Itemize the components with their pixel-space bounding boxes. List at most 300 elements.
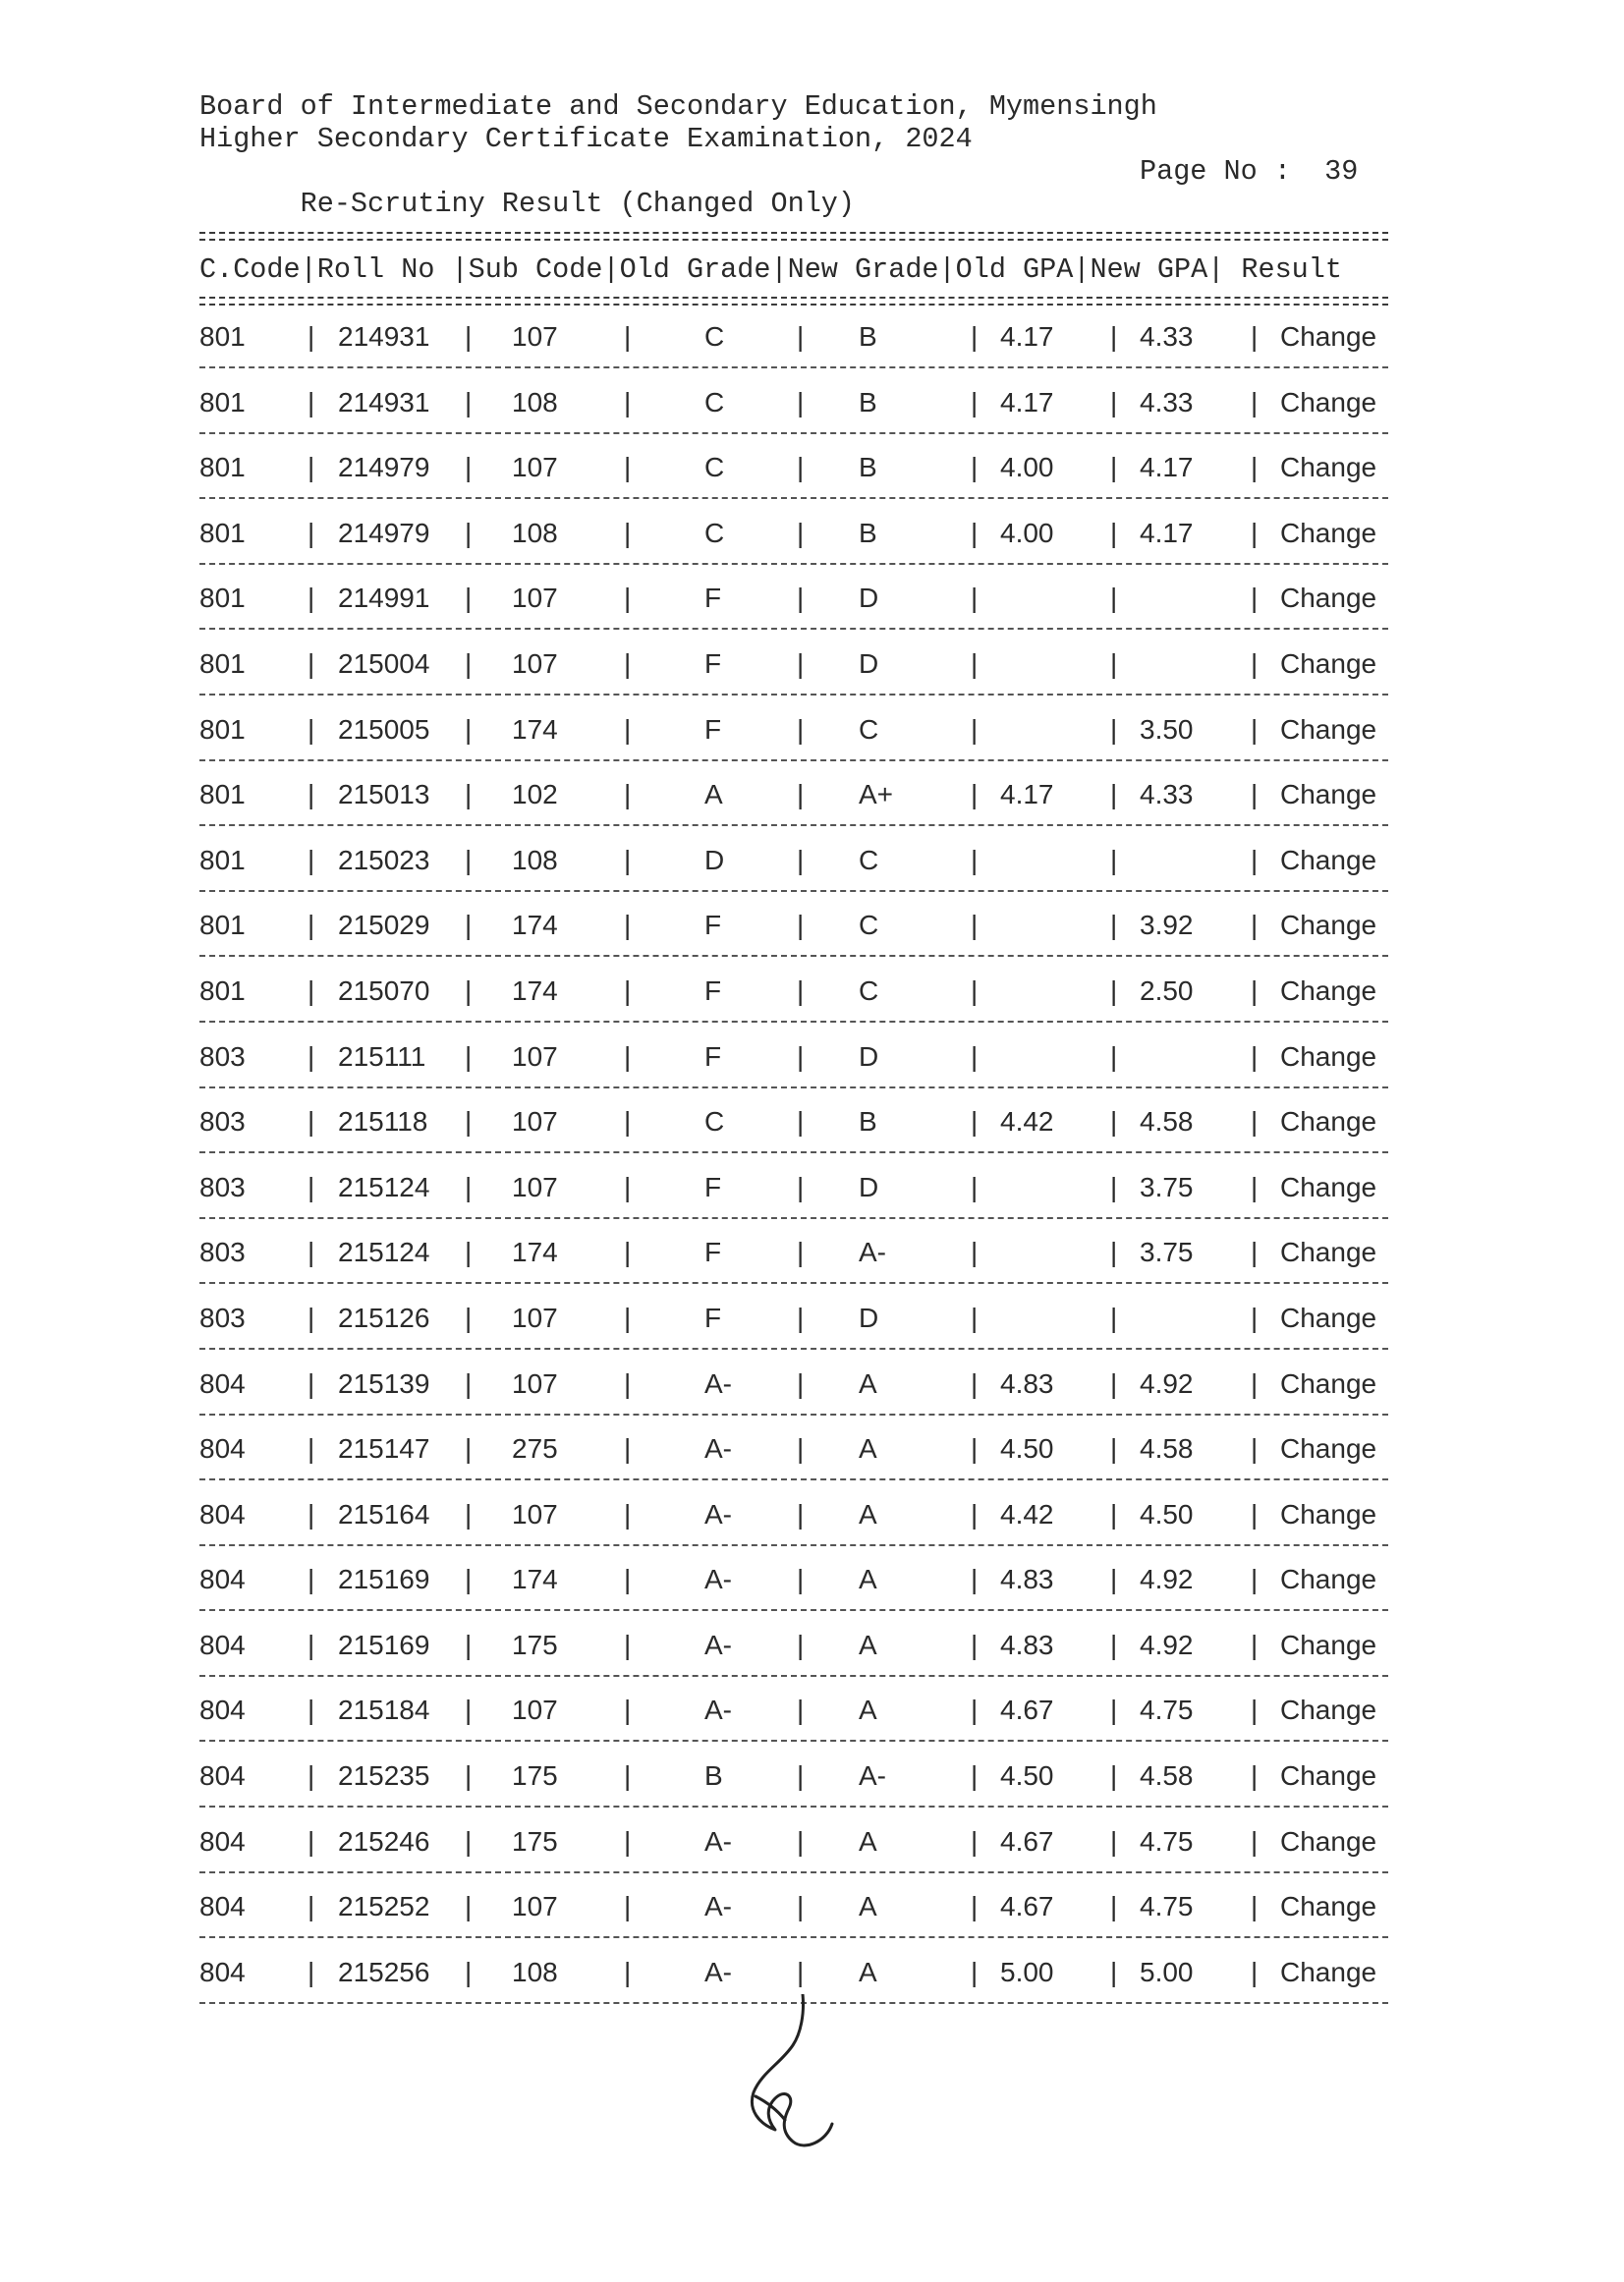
result-cell: Change: [1280, 1237, 1377, 1268]
roll-no-cell: 214991: [338, 583, 430, 614]
result-cell: Change: [1280, 583, 1377, 614]
sub-code-cell: 174: [512, 1237, 558, 1268]
column-separator: |: [971, 1171, 979, 1202]
roll-no-cell: 215139: [338, 1367, 430, 1399]
column-separator: |: [624, 910, 632, 941]
column-separator: |: [465, 321, 473, 352]
column-separator: |: [971, 1956, 979, 1987]
column-separator: |: [624, 1695, 632, 1726]
old-grade-cell: A-: [704, 1629, 732, 1660]
new-grade-cell: D: [859, 647, 879, 679]
old-grade-cell: A-: [704, 1825, 732, 1857]
old-grade-cell: F: [704, 974, 722, 1006]
course-code-cell: 801: [199, 452, 246, 483]
column-separator: |: [624, 1825, 632, 1857]
column-separator: |: [465, 583, 473, 614]
course-code-cell: 804: [199, 1629, 246, 1660]
new-grade-cell: A: [859, 1367, 877, 1399]
row-divider: [199, 497, 1388, 499]
column-separator: |: [624, 647, 632, 679]
column-separator: |: [797, 1367, 805, 1399]
column-separator: |: [797, 517, 805, 548]
column-separator: |: [624, 1564, 632, 1595]
column-separator: |: [971, 452, 979, 483]
old-grade-cell: C: [704, 1106, 725, 1138]
roll-no-cell: 215111: [338, 1040, 426, 1072]
column-separator: |: [1110, 1956, 1118, 1987]
old-grade-cell: A-: [704, 1956, 732, 1987]
column-separator: |: [465, 1825, 473, 1857]
roll-no-cell: 215023: [338, 844, 430, 875]
result-cell: Change: [1280, 1564, 1377, 1595]
column-separator: |: [308, 386, 315, 417]
roll-no-cell: 214979: [338, 517, 430, 548]
course-code-cell: 801: [199, 910, 246, 941]
column-separator: |: [1251, 1040, 1259, 1072]
column-separator: |: [308, 1171, 315, 1202]
column-separator: |: [971, 647, 979, 679]
old-grade-cell: A-: [704, 1891, 732, 1922]
table-row: [199, 316, 1393, 382]
course-code-cell: 804: [199, 1760, 246, 1792]
column-separator: |: [797, 1760, 805, 1792]
sub-code-cell: 174: [512, 1564, 558, 1595]
column-separator: |: [1251, 974, 1259, 1006]
new-gpa-cell: 4.17: [1140, 517, 1194, 548]
column-separator: |: [1251, 1498, 1259, 1530]
table-row: [199, 643, 1393, 709]
column-separator: |: [308, 779, 315, 810]
result-cell: Change: [1280, 452, 1377, 483]
page-number: Page No : 39: [1140, 155, 1359, 188]
column-separator: |: [465, 1302, 473, 1333]
old-gpa-cell: 4.42: [1000, 1106, 1054, 1138]
new-grade-cell: D: [859, 1171, 879, 1202]
column-separator: |: [1251, 1825, 1259, 1857]
row-divider: [199, 1740, 1388, 1742]
course-code-cell: 804: [199, 1498, 246, 1530]
column-separator: |: [1251, 452, 1259, 483]
row-divider: [199, 1675, 1388, 1677]
column-separator: |: [308, 1629, 315, 1660]
column-separator: |: [797, 974, 805, 1006]
column-separator: |: [971, 1695, 979, 1726]
result-cell: Change: [1280, 1498, 1377, 1530]
new-gpa-cell: 3.75: [1140, 1171, 1194, 1202]
row-divider: [199, 1544, 1388, 1546]
column-separator: |: [465, 647, 473, 679]
old-grade-cell: A: [704, 779, 723, 810]
column-separator: |: [971, 1367, 979, 1399]
roll-no-cell: 215147: [338, 1433, 430, 1465]
column-separator: |: [797, 647, 805, 679]
sub-code-cell: 107: [512, 1498, 558, 1530]
column-separator: |: [797, 1629, 805, 1660]
column-separator: |: [308, 1564, 315, 1595]
column-separator: |: [465, 1695, 473, 1726]
new-grade-cell: A: [859, 1825, 877, 1857]
column-separator: |: [971, 386, 979, 417]
column-separator: |: [624, 974, 632, 1006]
result-cell: Change: [1280, 386, 1377, 417]
exam-title: Higher Secondary Certificate Examination, 2024: [199, 123, 973, 155]
column-separator: |: [308, 844, 315, 875]
sub-code-cell: 275: [512, 1433, 558, 1465]
column-separator: |: [1110, 713, 1118, 745]
new-grade-cell: A: [859, 1891, 877, 1922]
column-separator: |: [465, 1433, 473, 1465]
column-separator: |: [1110, 1891, 1118, 1922]
handwritten-signature: [742, 1994, 860, 2161]
column-separator: |: [1110, 1237, 1118, 1268]
column-separator: |: [1251, 1367, 1259, 1399]
new-gpa-cell: 4.17: [1140, 452, 1194, 483]
column-separator: |: [308, 1237, 315, 1268]
column-separator: |: [465, 1367, 473, 1399]
column-separator: |: [624, 1629, 632, 1660]
old-gpa-cell: 4.42: [1000, 1498, 1054, 1530]
column-separator: |: [624, 1106, 632, 1138]
column-separator: |: [797, 1040, 805, 1072]
column-separator: |: [971, 517, 979, 548]
document-header: [199, 90, 1388, 220]
result-cell: Change: [1280, 844, 1377, 875]
table-row: [199, 1625, 1393, 1691]
old-gpa-cell: 4.83: [1000, 1367, 1054, 1399]
course-code-cell: 801: [199, 779, 246, 810]
result-cell: Change: [1280, 1367, 1377, 1399]
course-code-cell: 804: [199, 1367, 246, 1399]
column-separator: |: [465, 1237, 473, 1268]
table-row: [199, 774, 1393, 840]
course-code-cell: 803: [199, 1171, 246, 1202]
column-separator: |: [797, 321, 805, 352]
roll-no-cell: 215235: [338, 1760, 430, 1792]
row-divider: [199, 1086, 1388, 1088]
row-divider: [199, 1348, 1388, 1350]
table-row: [199, 1886, 1393, 1952]
sub-code-cell: 107: [512, 1367, 558, 1399]
old-grade-cell: C: [704, 321, 725, 352]
course-code-cell: 804: [199, 1891, 246, 1922]
old-gpa-cell: 4.17: [1000, 386, 1054, 417]
column-separator: |: [1251, 1171, 1259, 1202]
new-gpa-cell: 2.50: [1140, 974, 1194, 1006]
result-title: Re-Scrutiny Result (Changed Only): [300, 188, 856, 220]
column-separator: |: [465, 386, 473, 417]
column-separator: |: [465, 1106, 473, 1138]
sub-code-cell: 175: [512, 1629, 558, 1660]
table-row: [199, 905, 1393, 971]
sub-code-cell: 102: [512, 779, 558, 810]
column-separator: |: [1110, 1367, 1118, 1399]
column-separator: |: [1110, 1564, 1118, 1595]
old-grade-cell: F: [704, 647, 722, 679]
column-separator: |: [465, 779, 473, 810]
column-separator: |: [1110, 1171, 1118, 1202]
column-separator: |: [308, 713, 315, 745]
new-gpa-cell: 4.33: [1140, 321, 1194, 352]
old-gpa-cell: 4.67: [1000, 1695, 1054, 1726]
sub-code-cell: 174: [512, 974, 558, 1006]
column-separator: |: [1251, 779, 1259, 810]
old-gpa-cell: 4.00: [1000, 452, 1054, 483]
column-separator: |: [624, 1760, 632, 1792]
new-gpa-cell: 4.58: [1140, 1760, 1194, 1792]
column-separator: |: [1110, 321, 1118, 352]
table-row: [199, 1428, 1393, 1494]
column-separator: |: [308, 1302, 315, 1333]
column-separator: |: [1110, 1760, 1118, 1792]
old-grade-cell: F: [704, 1302, 722, 1333]
old-gpa-cell: 5.00: [1000, 1956, 1054, 1987]
old-grade-cell: A-: [704, 1433, 732, 1465]
new-gpa-cell: 3.75: [1140, 1237, 1194, 1268]
row-divider: [199, 1282, 1388, 1284]
column-separator: |: [797, 1171, 805, 1202]
row-divider: [199, 1806, 1388, 1808]
course-code-cell: 804: [199, 1825, 246, 1857]
new-gpa-cell: 5.00: [1140, 1956, 1194, 1987]
row-divider: [199, 1414, 1388, 1416]
sub-code-cell: 108: [512, 386, 558, 417]
column-separator: |: [308, 1760, 315, 1792]
new-gpa-cell: 4.50: [1140, 1498, 1194, 1530]
column-separator: |: [971, 974, 979, 1006]
new-gpa-cell: 3.50: [1140, 713, 1194, 745]
sub-code-cell: 107: [512, 1891, 558, 1922]
row-divider: [199, 1478, 1388, 1480]
sub-code-cell: 107: [512, 647, 558, 679]
column-separator: |: [1251, 386, 1259, 417]
sub-code-cell: 108: [512, 844, 558, 875]
column-separator: |: [971, 1433, 979, 1465]
new-gpa-cell: 4.75: [1140, 1825, 1194, 1857]
column-separator: |: [797, 1956, 805, 1987]
column-separator: |: [1110, 583, 1118, 614]
column-separator: |: [308, 452, 315, 483]
old-gpa-cell: 4.00: [1000, 517, 1054, 548]
new-grade-cell: A+: [859, 779, 894, 810]
old-gpa-cell: 4.50: [1000, 1760, 1054, 1792]
column-separator: |: [1251, 1237, 1259, 1268]
table-row: [199, 840, 1393, 906]
column-separator: |: [1110, 779, 1118, 810]
result-table-body: [199, 316, 1393, 2017]
column-separator: |: [797, 844, 805, 875]
old-gpa-cell: 4.83: [1000, 1629, 1054, 1660]
column-separator: |: [971, 1498, 979, 1530]
column-separator: |: [1251, 517, 1259, 548]
roll-no-cell: 215013: [338, 779, 430, 810]
table-row: [199, 1298, 1393, 1364]
new-gpa-cell: 4.92: [1140, 1629, 1194, 1660]
column-separator: |: [624, 583, 632, 614]
column-separator: |: [308, 974, 315, 1006]
column-separator: |: [308, 1040, 315, 1072]
result-cell: Change: [1280, 1825, 1377, 1857]
column-separator: |: [624, 1498, 632, 1530]
old-grade-cell: C: [704, 517, 725, 548]
column-separator: |: [308, 1498, 315, 1530]
result-cell: Change: [1280, 713, 1377, 745]
sub-code-cell: 175: [512, 1760, 558, 1792]
table-row: [199, 971, 1393, 1036]
new-grade-cell: A: [859, 1956, 877, 1987]
roll-no-cell: 215252: [338, 1891, 430, 1922]
new-grade-cell: B: [859, 321, 877, 352]
course-code-cell: 801: [199, 517, 246, 548]
row-divider: [199, 1217, 1388, 1219]
sub-code-cell: 174: [512, 910, 558, 941]
column-separator: |: [797, 386, 805, 417]
row-divider: [199, 955, 1388, 957]
new-grade-cell: C: [859, 844, 879, 875]
column-separator: |: [465, 910, 473, 941]
column-separator: |: [465, 1760, 473, 1792]
column-separator: |: [465, 713, 473, 745]
new-grade-cell: C: [859, 713, 879, 745]
course-code-cell: 804: [199, 1433, 246, 1465]
column-separator: |: [624, 844, 632, 875]
column-separator: |: [971, 1891, 979, 1922]
new-grade-cell: B: [859, 452, 877, 483]
column-separator: |: [797, 1302, 805, 1333]
column-separator: |: [1110, 452, 1118, 483]
column-separator: |: [797, 1695, 805, 1726]
column-separator: |: [465, 1629, 473, 1660]
column-separator: |: [797, 1891, 805, 1922]
table-row: [199, 578, 1393, 643]
table-row: [199, 513, 1393, 579]
column-separator: |: [971, 779, 979, 810]
row-divider: [199, 759, 1388, 761]
sub-code-cell: 175: [512, 1825, 558, 1857]
table-row: [199, 1364, 1393, 1429]
sub-code-cell: 107: [512, 1302, 558, 1333]
roll-no-cell: 215124: [338, 1171, 430, 1202]
column-separator: |: [971, 1106, 979, 1138]
column-separator: |: [465, 1498, 473, 1530]
result-cell: Change: [1280, 321, 1377, 352]
result-cell: Change: [1280, 1106, 1377, 1138]
new-grade-cell: A: [859, 1433, 877, 1465]
column-separator: |: [1251, 1629, 1259, 1660]
column-separator: |: [1110, 1302, 1118, 1333]
column-separator: |: [797, 1106, 805, 1138]
column-separator: |: [1110, 1629, 1118, 1660]
roll-no-cell: 215169: [338, 1629, 430, 1660]
result-title-line: [199, 155, 1388, 220]
new-grade-cell: D: [859, 1040, 879, 1072]
column-separator: |: [308, 1367, 315, 1399]
row-divider: [199, 366, 1388, 368]
row-divider: [199, 1609, 1388, 1611]
column-separator: |: [797, 910, 805, 941]
result-cell: Change: [1280, 974, 1377, 1006]
result-cell: Change: [1280, 1695, 1377, 1726]
column-separator: |: [1251, 910, 1259, 941]
column-separator: |: [465, 844, 473, 875]
result-cell: Change: [1280, 1433, 1377, 1465]
old-grade-cell: A-: [704, 1564, 732, 1595]
new-grade-cell: D: [859, 1302, 879, 1333]
result-cell: Change: [1280, 779, 1377, 810]
course-code-cell: 804: [199, 1564, 246, 1595]
roll-no-cell: 215005: [338, 713, 430, 745]
column-separator: |: [308, 910, 315, 941]
column-separator: |: [971, 1040, 979, 1072]
new-gpa-cell: 4.75: [1140, 1695, 1194, 1726]
new-grade-cell: A: [859, 1629, 877, 1660]
course-code-cell: 804: [199, 1695, 246, 1726]
column-separator: |: [1110, 910, 1118, 941]
column-separator: |: [1110, 1498, 1118, 1530]
column-separator: |: [1110, 974, 1118, 1006]
table-row: [199, 1036, 1393, 1102]
column-separator: |: [1251, 647, 1259, 679]
column-separator: |: [1251, 1695, 1259, 1726]
roll-no-cell: 215169: [338, 1564, 430, 1595]
table-row: [199, 1494, 1393, 1560]
new-gpa-cell: 4.58: [1140, 1433, 1194, 1465]
column-separator: |: [971, 1237, 979, 1268]
roll-no-cell: 215124: [338, 1237, 430, 1268]
table-row: [199, 447, 1393, 513]
new-gpa-cell: 4.75: [1140, 1891, 1194, 1922]
course-code-cell: 801: [199, 583, 246, 614]
column-separator: |: [465, 452, 473, 483]
old-gpa-cell: 4.50: [1000, 1433, 1054, 1465]
column-separator: |: [1110, 1106, 1118, 1138]
old-grade-cell: C: [704, 452, 725, 483]
result-cell: Change: [1280, 647, 1377, 679]
old-grade-cell: F: [704, 910, 722, 941]
old-grade-cell: A-: [704, 1367, 732, 1399]
column-separator: |: [1251, 844, 1259, 875]
row-divider: [199, 628, 1388, 630]
new-grade-cell: B: [859, 517, 877, 548]
sub-code-cell: 108: [512, 517, 558, 548]
table-row: [199, 1821, 1393, 1887]
new-grade-cell: D: [859, 583, 879, 614]
column-separator: |: [465, 517, 473, 548]
old-grade-cell: B: [704, 1760, 723, 1792]
column-separator: |: [971, 713, 979, 745]
column-separator: |: [1251, 1106, 1259, 1138]
header-double-rule: [199, 297, 1388, 306]
column-separator: |: [1251, 1891, 1259, 1922]
column-separator: |: [971, 1629, 979, 1660]
column-separator: |: [308, 1433, 315, 1465]
column-separator: |: [624, 1956, 632, 1987]
column-separator: |: [1251, 1956, 1259, 1987]
column-separator: |: [465, 1564, 473, 1595]
column-separator: |: [1251, 583, 1259, 614]
old-grade-cell: F: [704, 583, 722, 614]
column-separator: |: [1251, 321, 1259, 352]
row-divider: [199, 824, 1388, 826]
column-separator: |: [308, 321, 315, 352]
column-separator: |: [1110, 1040, 1118, 1072]
column-separator: |: [971, 583, 979, 614]
column-separator: |: [1110, 517, 1118, 548]
new-gpa-cell: 4.58: [1140, 1106, 1194, 1138]
course-code-cell: 801: [199, 386, 246, 417]
table-row: [199, 1690, 1393, 1755]
column-separator: |: [1110, 844, 1118, 875]
new-gpa-cell: 3.92: [1140, 910, 1194, 941]
